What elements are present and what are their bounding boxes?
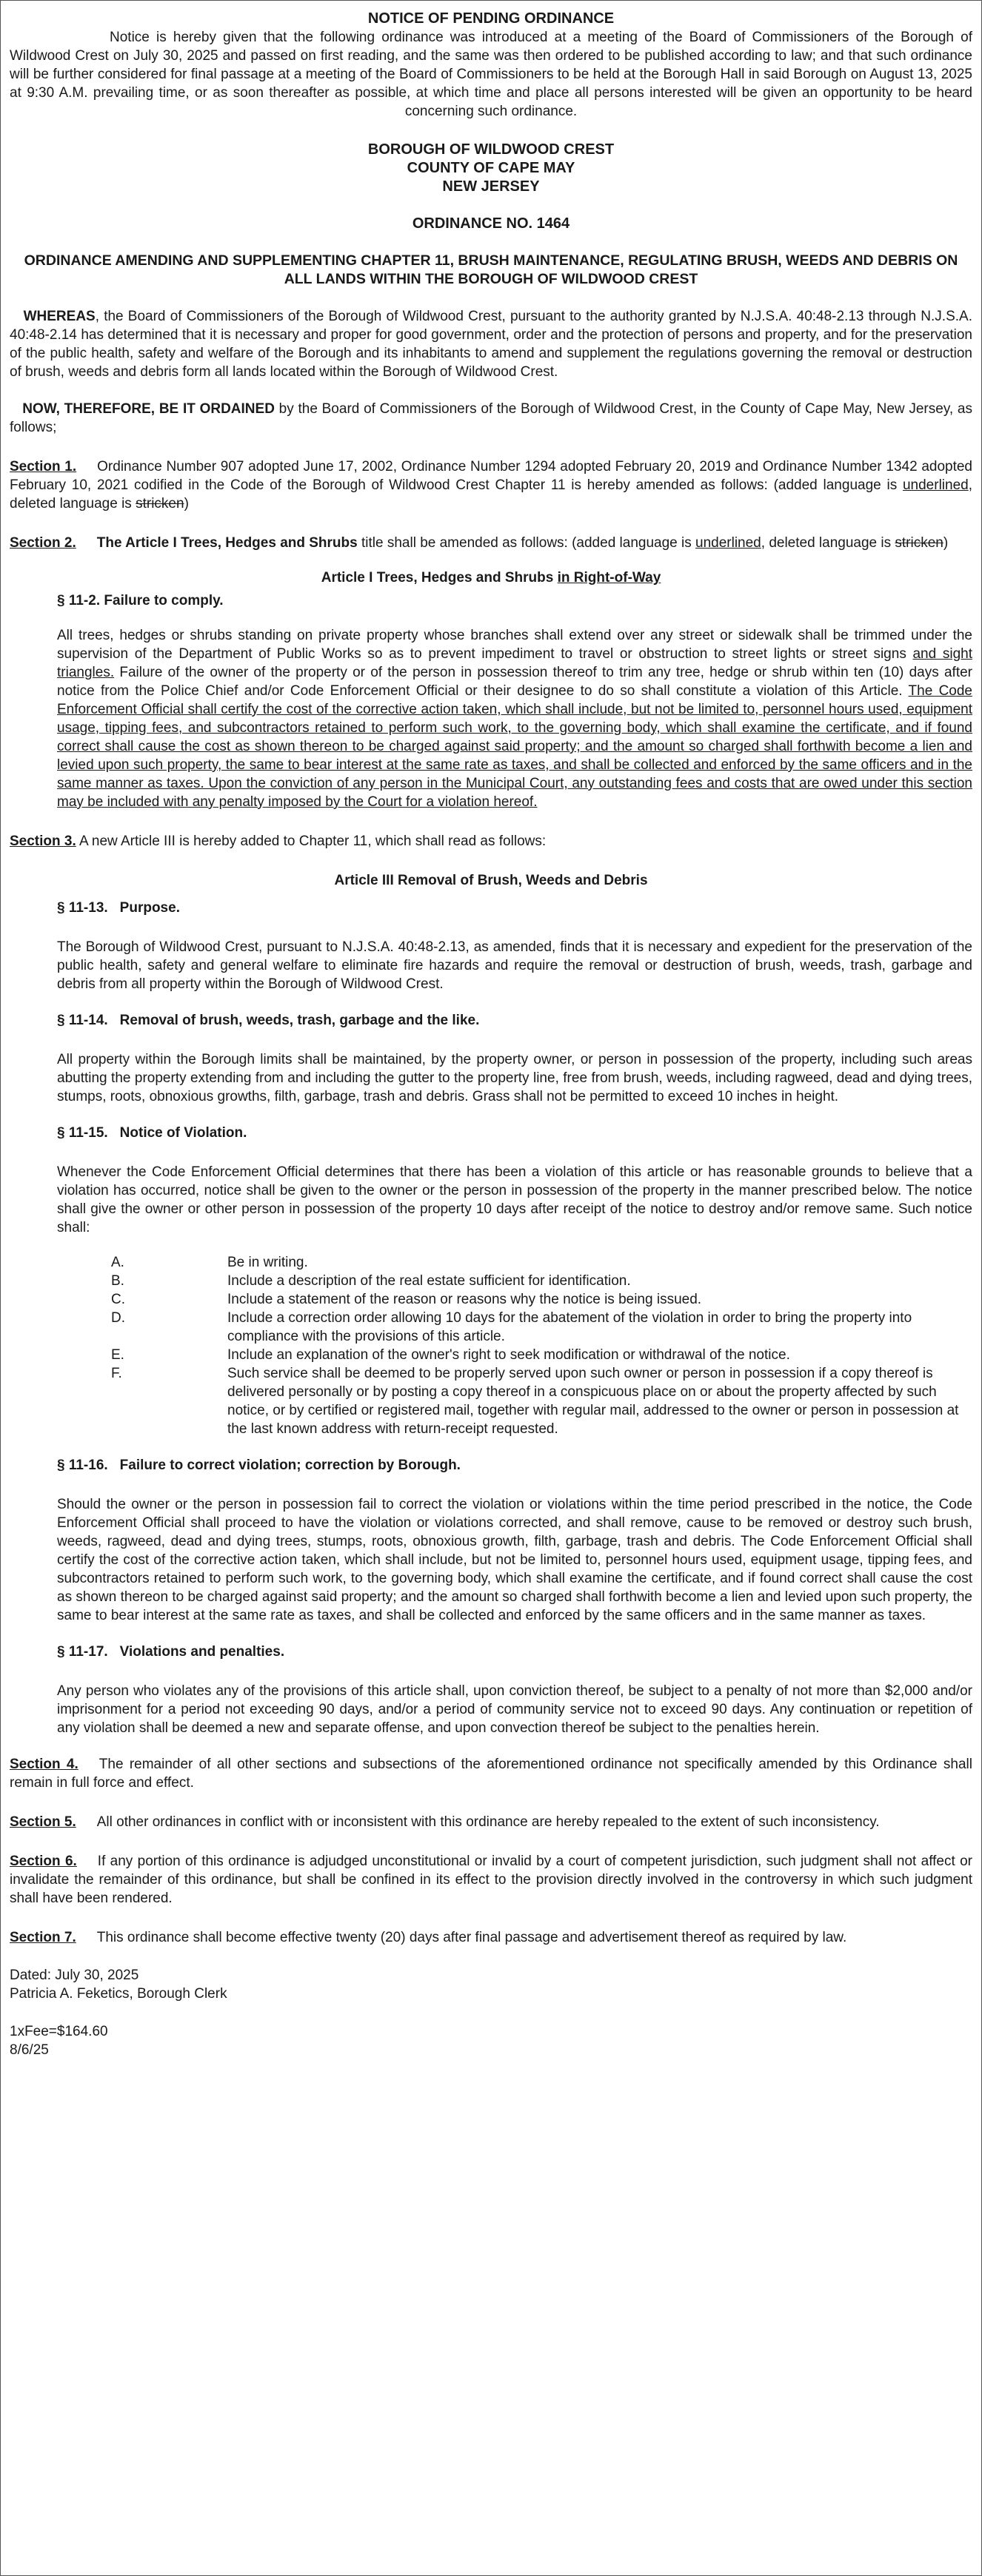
subsection-11-17-heading xyxy=(57,1643,972,1661)
list-text: Include a correction order allowing 10 days for the abatement of the violation in order to bring the property into compliance with the provisions of this article. xyxy=(227,1310,912,1344)
section-2-text: title shall be amended as follows: (added language is xyxy=(357,535,696,551)
article-1-heading-text: Article I Trees, Hedges and Shrubs xyxy=(321,570,558,586)
article-1-heading xyxy=(10,568,972,587)
fee-line: 1xFee=$164.60 xyxy=(10,2024,108,2039)
list-letter: D. xyxy=(111,1310,125,1326)
whereas-text: , the Board of Commissioners of the Borough of Wildwood Crest, pursuant to the authority granted by N.J.S.A. 40:48-2.13 through N.J.S.A. 40:48-2.14 has determined that it is necessary and proper for good government, order and the protection of persons and property, and for the preservation of the public health, safety and welfare of the Borough and its inhabitants to amend and supplement the regulations governing the removal or destruction of brush, weeds and debris form all lands located within the Borough of Wildwood Crest. xyxy=(10,309,972,380)
subsection-title: Removal of brush, weeds, trash, garbage and the like. xyxy=(119,1013,480,1028)
subsection-number: § 11-13. xyxy=(57,900,108,916)
subsection-title: Failure to correct violation; correction by Borough. xyxy=(119,1458,461,1473)
subsection-title: Violations and penalties. xyxy=(119,1644,285,1660)
subsection-11-17-body: Any person who violates any of the provisions of this article shall, upon conviction thereof, be subject to a penalty of not more than $2,000 and/or imprisonment for a period not exceeding 90 days, and/or a period of community service not to exceed 90 days. Any continuation or repetition of any violation shall be deemed a new and separate offense, and upon convection thereof be subject to the penalties herein. xyxy=(57,1683,972,1736)
section-2-label: Section 2. xyxy=(10,535,76,551)
subsection-title: Failure to comply. xyxy=(104,593,224,608)
clerk-name: Patricia A. Feketics, Borough Clerk xyxy=(10,1986,227,2002)
subsection-11-13-body: The Borough of Wildwood Crest, pursuant to N.J.S.A. 40:48-2.13, as amended, finds that it is necessary and expedient for the preservation of the public health, safety and general welfare to eliminate fire hazards and require the removal or destruction of brush, weeds, trash, garbage and debris from all property within the Borough of Wildwood Crest. xyxy=(57,939,972,992)
section-5 xyxy=(10,1813,972,1831)
ordained-clause xyxy=(10,400,972,437)
section-4 xyxy=(10,1755,972,1792)
ordinance-header xyxy=(10,141,972,196)
article-1-heading-added: in Right-of-Way xyxy=(557,570,661,586)
borough-name: BOROUGH OF WILDWOOD CREST xyxy=(367,141,615,158)
list-item xyxy=(111,1272,972,1290)
list-item xyxy=(111,1290,972,1309)
notice-requirements-list xyxy=(111,1253,972,1438)
whereas-lead: WHEREAS xyxy=(23,309,96,324)
section-7-label: Section 7. xyxy=(10,1930,76,1945)
list-text: Be in writing. xyxy=(227,1255,308,1270)
section-1-label: Section 1. xyxy=(10,459,77,474)
section-2-mid: , deleted language is xyxy=(761,535,895,551)
subsection-11-13-heading xyxy=(57,899,972,917)
section-2-end: ) xyxy=(943,535,949,551)
subsection-11-2-body xyxy=(57,626,972,811)
list-item xyxy=(111,1253,972,1272)
ordained-text: by the Board of Commissioners of the Borough of Wildwood Crest, in the County of Cape May, New Jersey, as follows; xyxy=(10,401,973,435)
section-4-text: The remainder of all other sections and subsections of the aforementioned ordinance not specifically amended by this Ordinance shall remain in full force and effect. xyxy=(10,1757,972,1791)
section-2-underlined: underlined xyxy=(695,535,761,551)
subsection-11-14-heading xyxy=(57,1011,972,1030)
section-6-text: If any portion of this ordinance is adjudged unconstitutional or invalid by a court of competent jurisdiction, such judgment shall not affect or invalidate the remainder of this ordinance, but shall be confined in its effect to the provision directly involved in the controversy in which such judgment shall have been rendered. xyxy=(10,1854,972,1906)
list-letter: C. xyxy=(111,1292,125,1307)
section-1 xyxy=(10,457,972,513)
section-1-mid: , deleted language is xyxy=(10,477,972,511)
subsection-number: § 11-15. xyxy=(57,1125,108,1141)
notice-title: NOTICE OF PENDING ORDINANCE xyxy=(367,10,615,27)
section-4-label: Section 4. xyxy=(10,1757,79,1772)
ordinance-title: ORDINANCE AMENDING AND SUPPLEMENTING CHAPTER 11, BRUSH MAINTENANCE, REGULATING BRUSH, WEEDS AND DEBRIS ON ALL LANDS WITHIN THE BOROUGH OF WILDWOOD CREST xyxy=(24,252,958,287)
whereas-clause xyxy=(10,307,972,381)
ordinance-number: ORDINANCE NO. 1464 xyxy=(412,215,570,232)
ordained-lead: NOW, THEREFORE, BE IT ORDAINED xyxy=(22,401,275,417)
section-3 xyxy=(10,832,972,851)
section-6 xyxy=(10,1852,972,1908)
section-2-stricken: stricken xyxy=(895,535,943,551)
county-name: COUNTY OF CAPE MAY xyxy=(407,160,575,176)
added-language: and sight triangles. xyxy=(57,646,972,680)
subsection-number: § 11-17. xyxy=(57,1644,108,1660)
section-1-underlined: underlined xyxy=(902,477,969,493)
subsection-11-15-heading xyxy=(57,1124,972,1142)
notice-body xyxy=(10,28,972,121)
subsection-11-16-body: Should the owner or the person in possession fail to correct the violation or violations within the time period prescribed in the notice, the Code Enforcement Official shall proceed to have the violation or violations corrected, and shall remove, cause to be removed or destroy such brush, weeds, ragweed, dead and dying trees, stumps, roots, obnoxious growth, filth, garbage, trash and debris. The Code Enforcement Official shall certify the cost of the corrective action taken, which shall include, but not be limited to, personnel hours used, equipment usage, tipping fees, and subcontractors retained to perform such work, to the governing body, which shall examine the certificate, and if found correct shall cause the cost as shown thereon to be charged against said property; and the amount so charged shall forthwith become a lien and levied upon such property, the same to bear interest at the same rate as taxes, and shall be collected and enforced by the same officers and in the same manner as taxes. xyxy=(57,1497,972,1623)
added-language: The Code Enforcement Official shall certify the cost of the corrective action taken, which shall include, but not be limited to, personnel hours used, equipment usage, tipping fees, and subcontractors retained to perform such work, to the governing body, which shall examine the certificate, and if found correct shall cause the cost as shown thereon to be charged against said property; and the amount so charged shall forthwith become a lien and levied upon such property, the same to bear interest at the same rate as taxes, and shall be collected and enforced by the same officers and in the same manner as taxes. Upon the conviction of any person in the Municipal Court, any outstanding fees and costs that are owed under this section may be included with any penalty imposed by the Court for a violation hereof. xyxy=(57,683,972,810)
list-item xyxy=(111,1309,972,1346)
body-text: All trees, hedges or shrubs standing on private property whose branches shall extend over any street or sidewalk shall be trimmed under the supervision of the Department of Public Works so as to prevent impediment to travel or obstruction to street lights or street signs xyxy=(57,628,972,662)
section-6-label: Section 6. xyxy=(10,1854,77,1869)
subsection-11-14-body: All property within the Borough limits shall be maintained, by the property owner, or person in possession of the property, including such areas abutting the property extending from and including the gutter to the property line, free from brush, weeds, including ragweed, dead and dying trees, stumps, roots, obnoxious growths, filth, garbage, trash and debris. Grass shall not be permitted to exceed 10 inches in height. xyxy=(57,1052,972,1104)
section-3-label: Section 3. xyxy=(10,833,76,849)
publication-date: 8/6/25 xyxy=(10,2042,49,2058)
section-1-end: ) xyxy=(184,496,189,511)
body-text: Failure of the owner of the property or of the person in possession thereof to trim any tree, hedge or shrub within ten (10) days after notice from the Police Chief and/or Code Enforcement Official or their designee to do so shall constitute a violation of this Article. xyxy=(57,665,972,699)
section-7 xyxy=(10,1928,972,1947)
article-3-heading: Article III Removal of Brush, Weeds and Debris xyxy=(334,873,648,888)
subsection-title: Notice of Violation. xyxy=(119,1125,247,1141)
subsection-11-16-heading xyxy=(57,1456,972,1475)
list-text: Include an explanation of the owner's right to seek modification or withdrawal of the notice. xyxy=(227,1347,790,1363)
list-item xyxy=(111,1346,972,1364)
section-7-text: This ordinance shall become effective twenty (20) days after final passage and advertisement thereof as required by law. xyxy=(96,1930,847,1945)
section-5-label: Section 5. xyxy=(10,1814,76,1830)
subsection-number: § 11-14. xyxy=(57,1013,108,1028)
signature-block xyxy=(10,1966,972,2003)
list-letter: A. xyxy=(111,1255,124,1270)
list-text: Such service shall be deemed to be properly served upon such owner or person in possession if a copy thereof is delivered personally or by posting a copy thereof in a conspicuous place on or about the property affected by such notice, or by certified or registered mail, together with regular mail, addressed to the owner or person in possession at the last known address with return-receipt requested. xyxy=(227,1366,959,1437)
section-1-stricken: stricken xyxy=(136,496,184,511)
subsection-11-2-heading xyxy=(57,591,972,610)
section-5-text: All other ordinances in conflict with or inconsistent with this ordinance are hereby repealed to the extent of such inconsistency. xyxy=(96,1814,880,1830)
section-3-text: A new Article III is hereby added to Chapter 11, which shall read as follows: xyxy=(76,833,547,849)
subsection-number: § 11-2. xyxy=(57,593,101,608)
list-letter: E. xyxy=(111,1347,124,1363)
list-text: Include a statement of the reason or reasons why the notice is being issued. xyxy=(227,1292,702,1307)
list-letter: F. xyxy=(111,1366,122,1381)
list-text: Include a description of the real estate sufficient for identification. xyxy=(227,1273,631,1289)
dated-line: Dated: July 30, 2025 xyxy=(10,1968,139,1983)
notice-text: Notice is hereby given that the following ordinance was introduced at a meeting of the Board of Commissioners of the Borough of Wildwood Crest on July 30, 2025 and passed on first reading, and the same was then ordered to be published according to law; and that such ordinance will be further considered for final passage at a meeting of the Board of Commissioners to be held at the Borough Hall in said Borough on August 13, 2025 at 9:30 A.M. prevailing time, or as soon thereafter as possible, at which time and place all persons interested will be given an opportunity to be heard concerning such ordinance. xyxy=(10,30,972,119)
subsection-title: Purpose. xyxy=(119,900,180,916)
section-2 xyxy=(10,534,972,552)
fee-block xyxy=(10,2022,972,2059)
list-item xyxy=(111,1364,972,1438)
section-1-text: Ordinance Number 907 adopted June 17, 2002, Ordinance Number 1294 adopted February 20, 2019 and Ordinance Number 1342 adopted February 10, 2021 codified in the Code of the Borough of Wildwood Crest Chapter 11 is hereby amended as follows: (added language is xyxy=(10,459,973,493)
subsection-number: § 11-16. xyxy=(57,1458,108,1473)
state-name: NEW JERSEY xyxy=(442,178,540,195)
list-letter: B. xyxy=(111,1273,124,1289)
subsection-11-15-body: Whenever the Code Enforcement Official determines that there has been a violation of this article or has reasonable grounds to believe that a violation has occurred, notice shall be given to the owner or the person in possession of the property in the manner prescribed below. The notice shall give the owner or other person in possession of the property 10 days after receipt of the notice to destroy and/or remove same. Such notice shall: xyxy=(57,1164,972,1235)
section-2-article: The Article I Trees, Hedges and Shrubs xyxy=(96,535,358,551)
